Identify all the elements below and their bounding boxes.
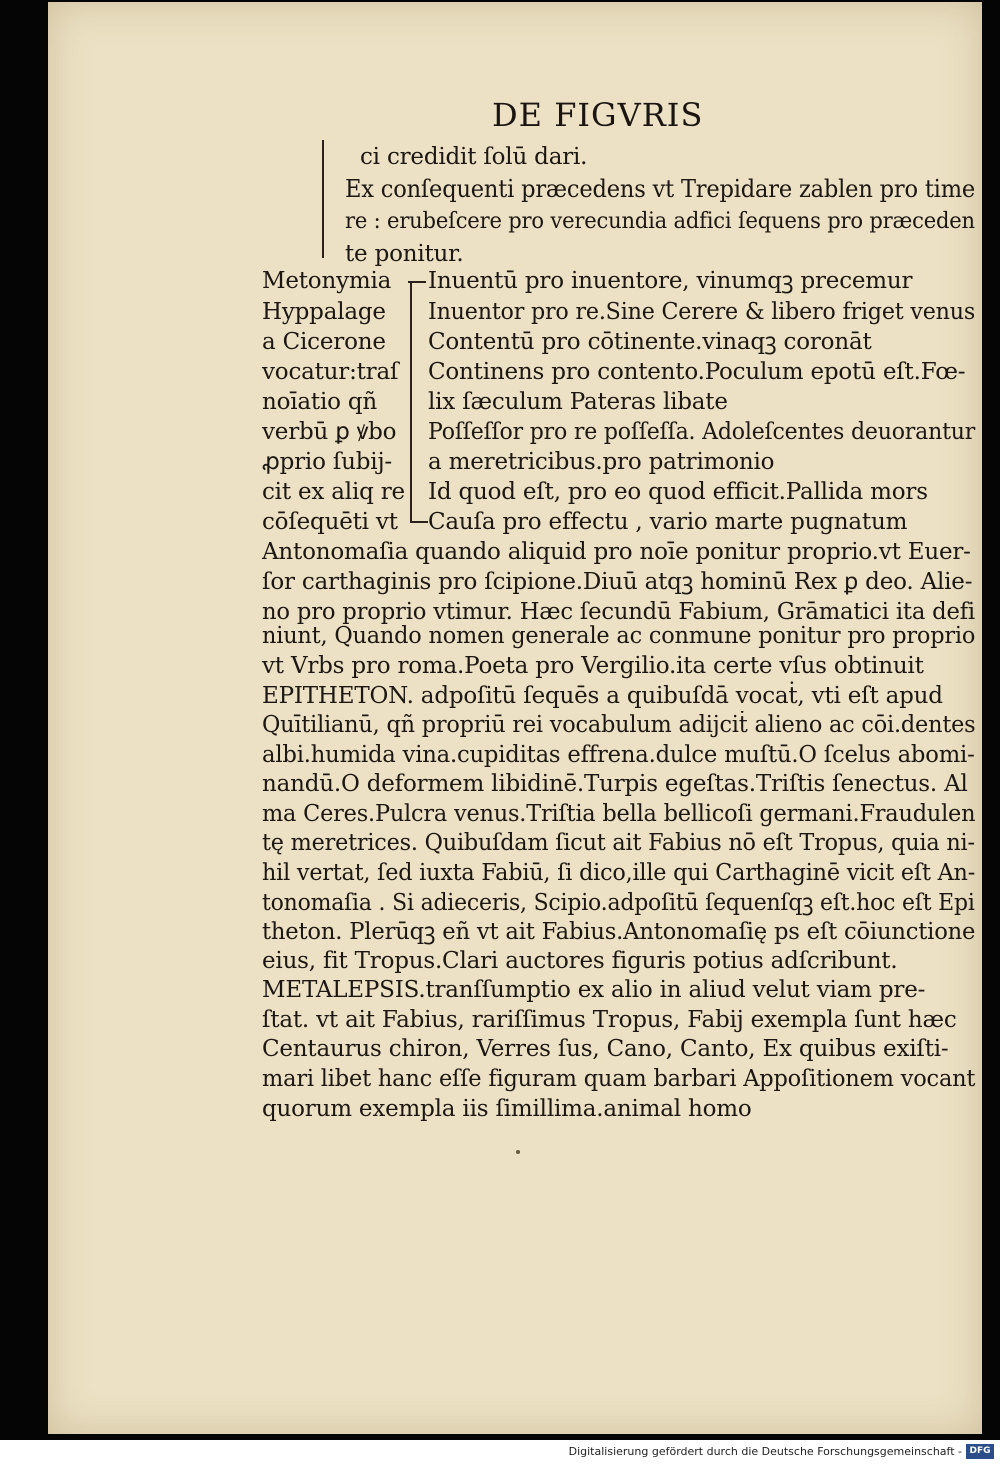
body-line: eius, fit Tropus.Clari auctores figuris potius adſcribunt. xyxy=(262,948,898,974)
footer-bar xyxy=(0,1440,1000,1465)
body-line: ſor carthaginis pro ſcipione.Diuū atqꝫ hominū Rex ꝑ deo. Alie- xyxy=(262,569,973,595)
intro-bracket xyxy=(322,140,324,258)
body-line: quorum exempla iis ſimillima.animal homo xyxy=(262,1096,752,1122)
dfg-logo: DFG xyxy=(966,1444,994,1459)
body-line: nandū.O deformem libidinē.Turpis egeſtas.Triſtis ſenectus. Al xyxy=(262,771,968,797)
body-line: theton. Plerūqꝫ eñ vt ait Fabius.Antonomaſię ps eſt cōiunctione xyxy=(262,919,976,945)
metonymy-line: lix ſæculum Pateras libate xyxy=(428,389,728,415)
body-line: tę meretrices. Quibuſdam ſicut ait Fabius nō eſt Tropus, quia ni- xyxy=(262,830,975,856)
brace xyxy=(410,282,412,522)
metonymy-line: Id quod eſt, pro eo quod efficit.Pallida mors xyxy=(428,479,928,505)
margin-note-line: noīatio qñ xyxy=(262,389,378,415)
body-line: ma Ceres.Pulcra venus.Triſtia bella bellicoſi germani.Fraudulen xyxy=(262,801,976,827)
body-line: EPITHETON. adpoſitū ſequēs a quibuſdā vocaṫ, vti eſt apud xyxy=(262,683,943,709)
margin-note-line: Hyppalage xyxy=(262,299,386,325)
body-line: niunt, Quando nomen generale ac conmune ponitur pro proprio xyxy=(262,623,976,649)
body-line: Centaurus chiron, Verres ſus, Cano, Canto, Ex quibus exiſti- xyxy=(262,1036,949,1062)
intro-line: Ex conſequenti præcedens vt Trepidare zablen pro time xyxy=(345,175,976,203)
brace-bottom xyxy=(410,521,428,523)
margin-note-line: Metonymia xyxy=(262,268,392,294)
body-line: no pro proprio vtimur. Hæc ſecundū Fabium, Grāmatici ita defi xyxy=(262,599,975,625)
metonymy-line: Inuentū pro inuentore, vinumqꝫ precemur xyxy=(428,268,913,294)
page-title: DE FIGVRIS xyxy=(492,96,704,134)
margin-note-line: cōſequēti vt xyxy=(262,509,398,535)
margin-note-line: verbū ꝑ ꝟbo xyxy=(262,419,397,445)
body-line: tonomaſia . Si adieceris, Scipio.adpoſitū ſequenſqꝫ eſt.hoc eſt Epi xyxy=(262,890,975,916)
margin-note-line: a Cicerone xyxy=(262,329,386,355)
body-line: Antonomaſia quando aliquid pro noīe ponitur proprio.vt Euer- xyxy=(262,539,971,565)
metonymy-line: Poſſeſſor pro re poſſeſſa. Adoleſcentes deuorantur xyxy=(428,419,976,445)
intro-line: ci credidit ſolū dari. xyxy=(360,144,588,170)
paper-speck xyxy=(516,1150,520,1154)
metonymy-line: Inuentor pro re.Sine Cerere & libero friget venus xyxy=(428,299,976,325)
intro-line: re : erubeſcere pro verecundia adfici ſequens pro præceden xyxy=(345,209,975,234)
margin-note-line: vocatur:traſ xyxy=(262,359,399,385)
body-line: mari libet hanc eſſe figuram quam barbari Appoſitionem vocant xyxy=(262,1066,976,1092)
metonymy-line: Continens pro contento.Poculum epotū eſt.Fœ- xyxy=(428,359,966,385)
metonymy-line: Cauſa pro effectu , vario marte pugnatum xyxy=(428,509,908,535)
funding-credit: Digitalisierung gefördert durch die Deutsche Forschungsgemeinschaft - xyxy=(568,1445,962,1458)
metonymy-line: Contentū pro cōtinente.vinaqꝫ coronāt xyxy=(428,329,872,355)
body-line: hil vertat, ſed iuxta Fabiū, ſi dico,ille qui Carthaginē vicit eſt An- xyxy=(262,860,976,886)
margin-note-line: cit ex aliq re xyxy=(262,479,405,505)
margin-note-line: ꝓprio ſubij- xyxy=(262,449,392,475)
body-line: Quītilianū, qñ propriū rei vocabulum adijciṫ alieno ac cōi.dentes xyxy=(262,712,976,738)
body-line: vt Vrbs pro roma.Poeta pro Vergilio.ita certe vſus obtinuit xyxy=(262,653,924,679)
body-line: ſtat. vt ait Fabius, rariſſimus Tropus, Fabij exempla ſunt hæc xyxy=(262,1007,957,1033)
intro-line: te ponitur. xyxy=(345,241,464,267)
metonymy-line: a meretricibus.pro patrimonio xyxy=(428,449,775,475)
body-line: METALEPSIS.tranſſumptio ex alio in aliud velut viam pre- xyxy=(262,977,926,1003)
body-line: albi.humida vina.cupiditas effrena.dulce muſtū.O ſcelus abomi- xyxy=(262,742,975,768)
